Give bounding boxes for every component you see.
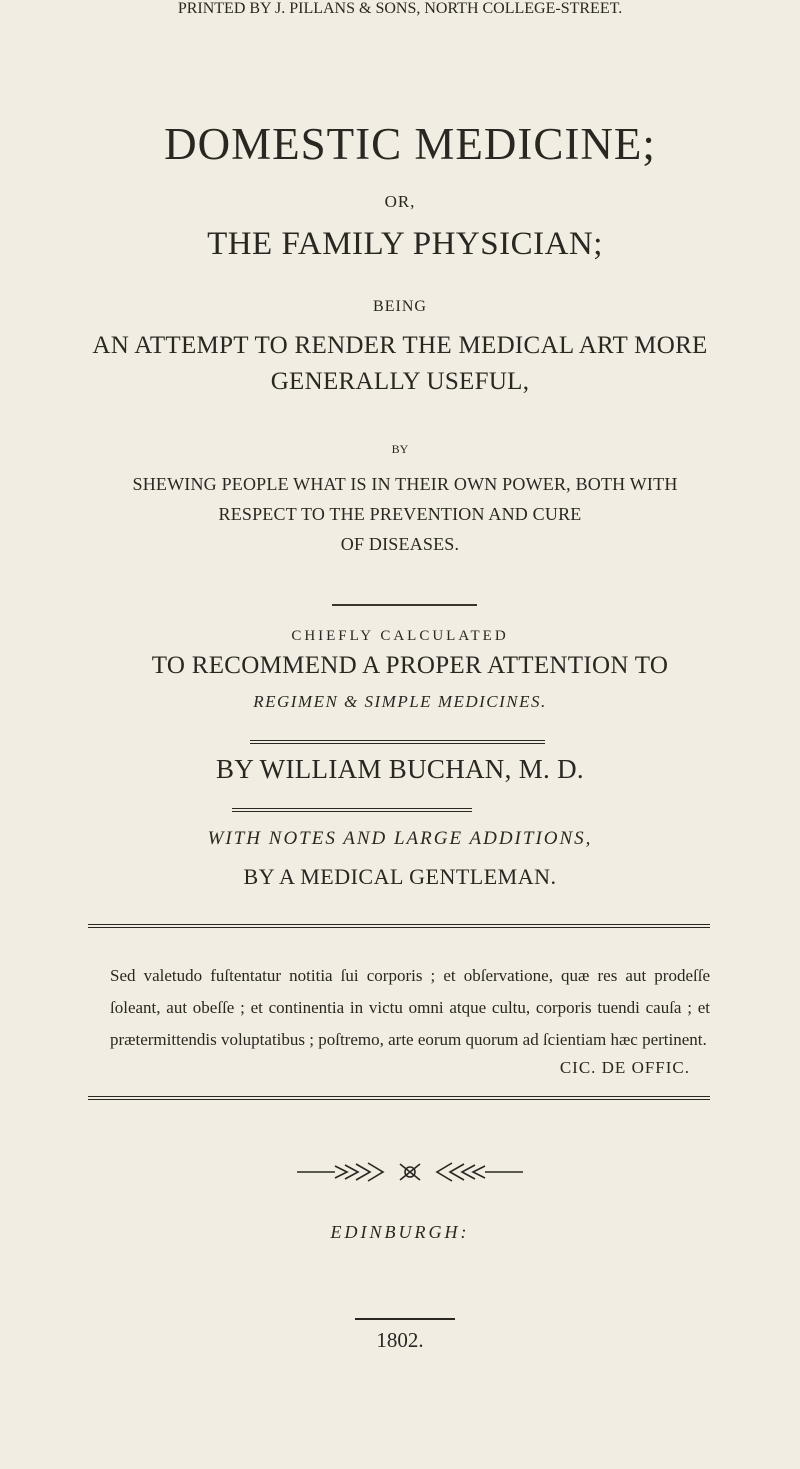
- by-label: BY: [391, 442, 409, 456]
- author-line: BY WILLIAM BUCHAN, M. D.: [216, 754, 584, 784]
- chiefly-label: CHIEFLY CALCULATED: [291, 628, 509, 644]
- recommend-line: TO RECOMMEND A PROPER ATTENTION TO: [151, 652, 669, 679]
- publication-year: 1802.: [376, 1328, 424, 1352]
- printer-line: PRINTED BY J. PILLANS & SONS, NORTH COLLEGE-STREET.: [177, 0, 623, 17]
- short-divider: [332, 604, 477, 606]
- attempt-line-2: GENERALLY USEFUL,: [270, 368, 530, 395]
- book-title: DOMESTIC MEDICINE;: [164, 119, 656, 169]
- author-rule-bottom: [232, 808, 472, 812]
- being-label: BEING: [373, 298, 427, 315]
- shewing-line-1: SHEWING PEOPLE WHAT IS IN THEIR OWN POWER, BOTH WITH: [132, 474, 678, 494]
- author-rule-top: [250, 740, 545, 744]
- attempt-line-1: AN ATTEMPT TO RENDER THE MEDICAL ART MORE: [92, 332, 708, 359]
- shewing-line-2: RESPECT TO THE PREVENTION AND CURE: [218, 504, 582, 524]
- shewing-line-3: OF DISEASES.: [340, 534, 460, 554]
- or-connector: OR,: [384, 192, 416, 211]
- printers-ornament: [295, 1160, 525, 1184]
- latin-quote: Sed valetudo fuſtentatur notitia ſui corporis ; et obſervatione, quæ res aut prodeſſe ſoleant, aut obeſſe ; et continentia in victu omni atque cultu, corporis tuendi cauſa ; et prætermittendis voluptatibus ; poſtremo, arte eorum quorum ad ſcientiam hæc pertinent.: [110, 966, 710, 1049]
- regimen-line: REGIMEN & SIMPLE MEDICINES.: [253, 692, 547, 711]
- year-divider: [355, 1318, 455, 1320]
- quote-rule-bottom: [88, 1096, 710, 1100]
- book-subtitle: THE FAMILY PHYSICIAN;: [207, 226, 603, 262]
- gentleman-line: BY A MEDICAL GENTLEMAN.: [243, 864, 557, 889]
- quote-source: CIC. DE OFFIC.: [559, 1058, 690, 1077]
- quote-rule-top: [88, 924, 710, 928]
- notes-line: WITH NOTES AND LARGE ADDITIONS,: [207, 828, 593, 849]
- imprint-city: EDINBURGH:: [330, 1222, 470, 1242]
